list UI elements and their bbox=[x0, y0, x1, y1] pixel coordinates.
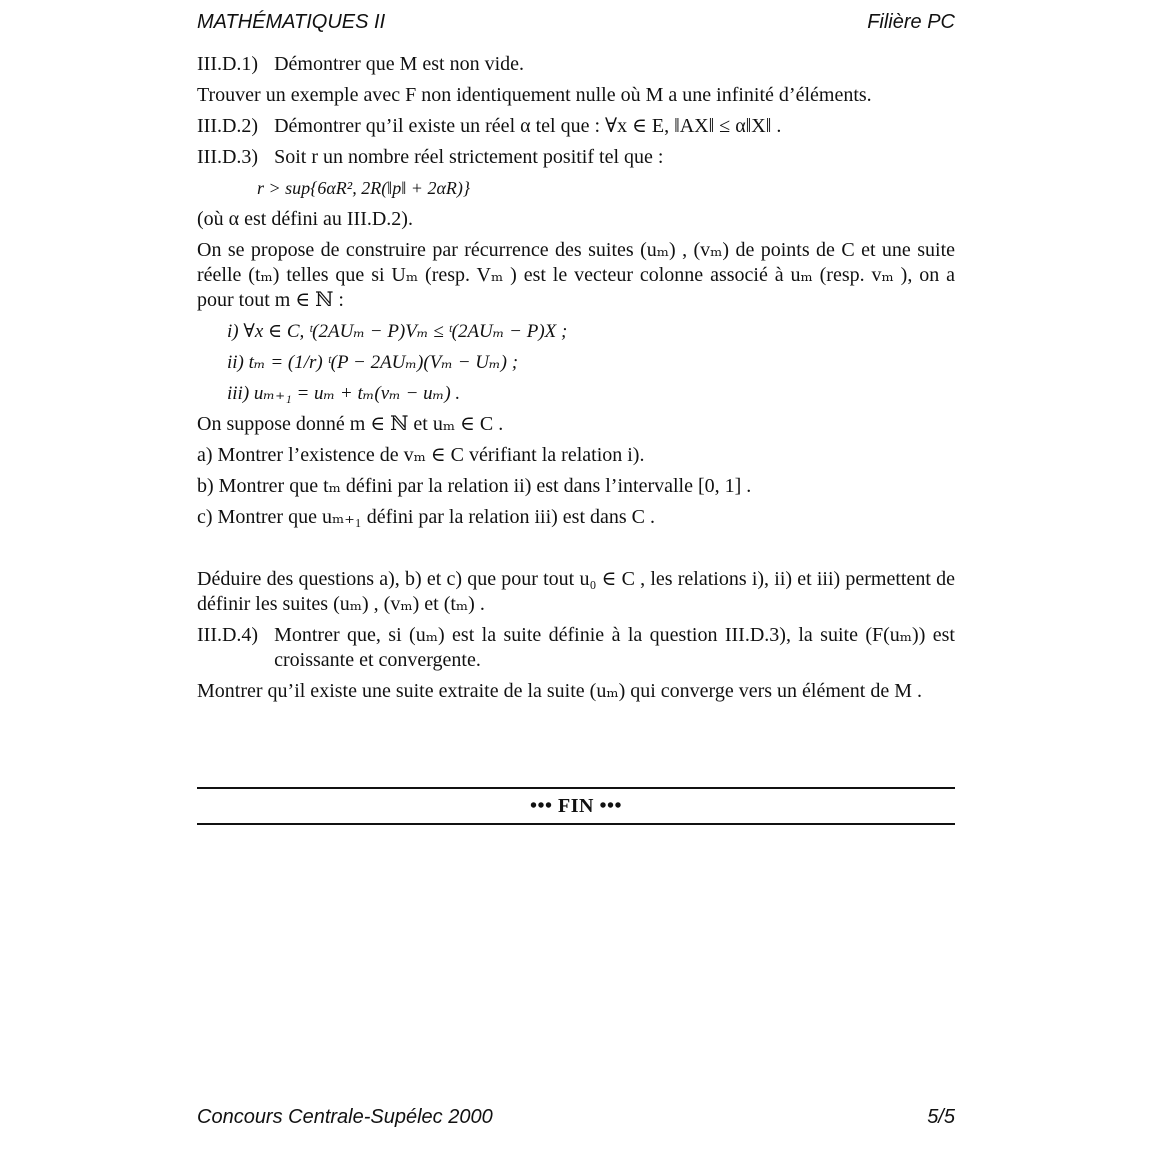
relation-i: i) ∀x ∈ C, ᵗ(2AUₘ − P)Vₘ ≤ ᵗ(2AUₘ − P)X ; bbox=[227, 321, 568, 342]
question-III-D-3 bbox=[197, 145, 955, 170]
paragraph-example: Trouver un exemple avec F non identiquement nulle où M a une infinité d’éléments. bbox=[197, 84, 872, 106]
question-label: III.D.2) bbox=[197, 115, 259, 137]
question-III-D-1 bbox=[197, 52, 955, 77]
fin-label: ••• FIN ••• bbox=[530, 794, 622, 817]
paragraph-suppose: On suppose donné m ∈ ℕ et uₘ ∈ C . bbox=[197, 413, 504, 435]
exam-content bbox=[197, 52, 955, 710]
question-III-D-4 bbox=[197, 623, 955, 673]
page-header bbox=[197, 11, 955, 34]
footer-contest: Concours Centrale-Supélec 2000 bbox=[197, 1106, 493, 1128]
paragraph-deduce: Déduire des questions a), b) et c) que pour tout u₀ ∈ C , les relations i), ii) et iii) permettent de définir les suites (uₘ) , (vₘ) et (tₘ) . bbox=[197, 568, 955, 615]
paragraph-construction: On se propose de construire par récurrence des suites (uₘ) , (vₘ) de points de C et une suite réelle (tₘ) telles que si Uₘ (resp. Vₘ ) est le vecteur colonne associé à uₘ (resp. vₘ ), on a pour tout m ∈ ℕ : bbox=[197, 239, 955, 311]
subquestion-b: b) Montrer que tₘ défini par la relation ii) est dans l’intervalle [0, 1] . bbox=[197, 475, 752, 497]
header-subject: MATHÉMATIQUES II bbox=[197, 11, 386, 33]
question-label: III.D.3) bbox=[197, 146, 259, 168]
question-label: III.D.4) bbox=[197, 624, 259, 646]
question-III-D-2 bbox=[197, 114, 955, 139]
page-footer bbox=[197, 1106, 955, 1129]
end-marker bbox=[197, 787, 955, 825]
relation-iii: iii) uₘ₊₁ = uₘ + tₘ(vₘ − uₘ) . bbox=[227, 383, 461, 404]
subquestion-c: c) Montrer que uₘ₊₁ défini par la relation iii) est dans C . bbox=[197, 506, 655, 528]
paragraph-alpha-note: (où α est défini au III.D.2). bbox=[197, 208, 413, 230]
header-track: Filière PC bbox=[867, 11, 955, 33]
question-text: Démontrer qu’il existe un réel α tel que : ∀x ∈ E, ‖AX‖ ≤ α‖X‖ . bbox=[274, 115, 782, 137]
question-text: Soit r un nombre réel strictement positif tel que : bbox=[274, 146, 664, 168]
subquestion-a: a) Montrer l’existence de vₘ ∈ C vérifiant la relation i). bbox=[197, 444, 645, 466]
formula-r-condition: r > sup{6αR², 2R(‖p‖ + 2αR)} bbox=[257, 178, 471, 198]
question-label: III.D.1) bbox=[197, 53, 259, 75]
paragraph-subsequence: Montrer qu’il existe une suite extraite de la suite (uₘ) qui converge vers un élément de M . bbox=[197, 680, 923, 702]
question-text: Montrer que, si (uₘ) est la suite définie à la question III.D.3), la suite (F(uₘ)) est croissante et convergente. bbox=[274, 624, 955, 671]
relation-ii: ii) tₘ = (1/r) ᵗ(P − 2AUₘ)(Vₘ − Uₘ) ; bbox=[227, 352, 519, 373]
footer-page-number: 5/5 bbox=[927, 1106, 955, 1128]
question-text: Démontrer que M est non vide. bbox=[274, 53, 525, 75]
spacer bbox=[197, 536, 955, 567]
